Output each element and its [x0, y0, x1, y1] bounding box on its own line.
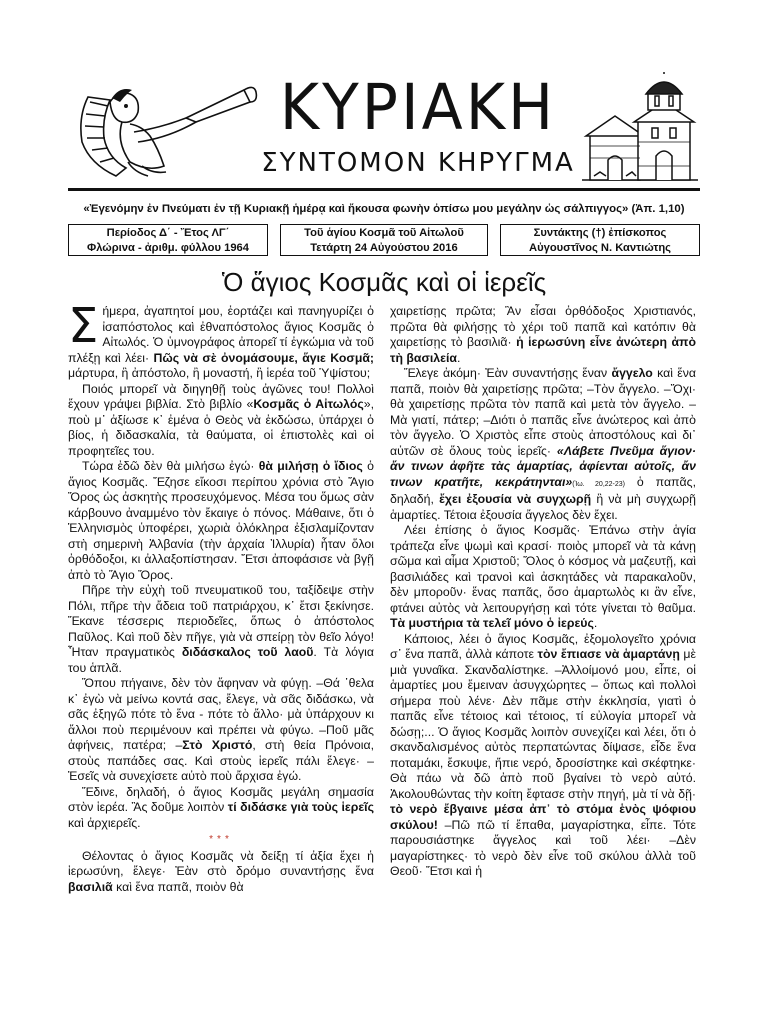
masthead-rule [68, 188, 700, 191]
masthead [68, 72, 700, 184]
issue-info-row [68, 224, 700, 258]
scripture-reference: (Ἰω. 20,22-23) [572, 480, 625, 488]
scripture-quote: «Ἐγενόμην ἐν Πνεύματι ἐν τῇ Κυριακῇ ἡμέρᾳ καὶ ἤκουσα φωνὴν ὀπίσω μου μεγάλην ὡς σάλπιγγος» (Ἀπ. 1,10) [83, 203, 685, 215]
drop-cap: Σ [68, 298, 99, 354]
paragraph: Σήμερα, ἀγαπητοί μου, ἑορτάζει καὶ πανηγυρίζει ὁ ἰσαπόστολος καὶ ἐθναπόστολος ἅγιος Κοσμᾶς ὁ Αἰτωλός. Ὁ ὑμνογράφος ἀπορεῖ τί ἐγκώμια νὰ τοῦ πλέξῃ καὶ λέει· Πῶς νὰ σὲ ὀνομάσουμε, ἅγιε Κοσμᾶ; μάρτυρα, ἢ ἀπόστολο, ἢ μοναστή, ἢ ἱερέα τοῦ Ὑψίστου; [68, 298, 374, 380]
masthead-title: ΚΥΡΙΑΚΗ [279, 71, 557, 145]
masthead-subtitle: ΣΥΝΤΟΜΟΝ ΚΗΡΥΓΜΑ [261, 148, 575, 178]
paragraph: Ποιός μπορεῖ νὰ διηγηθῇ τοὺς ἀγῶνες του! Πολλοὶ ἔχουν γράψει βιβλία. Στὸ βιβλίο «Κοσμᾶς ὁ Αἰτωλός», ποὺ μ᾿ ἀξίωσε κ᾿ ἐμένα ὁ Θεὸς νὰ ἐκδώσω, ὑπάρχει ὁ βίος, ἡ διδασκαλία, τὰ θαύματα, οἱ ἐπιστολὲς καὶ οἱ προφητεῖες του. [68, 381, 374, 458]
feast-date: Τετάρτη 24 Αὐγούστου 2016 [310, 242, 458, 254]
author-role: Συντάκτης (†) ἐπίσκοπος [533, 227, 667, 239]
paragraph: Ἔδινε, δηλαδή, ὁ ἅγιος Κοσμᾶς μεγάλη σημασία στὸν ἱερέα. Ἂς δοῦμε λοιπὸν τί διδάσκε γιὰ τοὺς ἱερεῖς καὶ ἀρχιερεῖς. [68, 784, 374, 830]
issue-period-box [68, 224, 268, 256]
feast-date-box [280, 224, 488, 256]
trumpeting-angel-illustration [68, 72, 258, 182]
article-column-left [68, 298, 374, 895]
church-illustration [580, 72, 700, 182]
feast-name: Τοῦ ἁγίου Κοσμᾶ τοῦ Αἰτωλοῦ [304, 227, 464, 239]
paragraph: Θέλοντας ὁ ἅγιος Κοσμᾶς νὰ δείξῃ τί ἀξία ἔχει ἡ ἱερωσύνη, ἔλεγε· Ἐὰν στὸ δρόμο συναντήσῃς ἕνα βασιλιᾶ καὶ ἕνα παπᾶ, ποιὸν θὰ [68, 848, 374, 894]
paragraph: Ὅπου πήγαινε, δὲν τὸν ἄφηναν νὰ φύγῃ. –Θά ᾿θελα κ᾿ ἐγὼ νὰ μείνω κοντά σας, ἔλεγε, νὰ σᾶς διδάσκω, νὰ σᾶς ἐξηγῶ πότε τὸ ἕνα - πότε τὸ ἄλλο· μὰ ὑπάρχουν κι ἄλλοι ποὺ περιμένουν καὶ πρέπει νὰ φύγω. –Ποῦ μᾶς ἀφήνεις, πατέρα; –Στὸ Χριστό, στὴ θεία Πρόνοια, στοὺς παπάδες σας. Καὶ στοὺς ἱερεῖς πάλι ἔλεγε· –Ἐσεῖς νὰ συνεχίσετε αὐτὸ ποὺ ἄρχισα ἐγώ. [68, 676, 374, 783]
author-name: Αὐγουστῖνος Ν. Καντιώτης [529, 242, 671, 254]
paragraph: χαιρετίσῃς πρῶτα; Ἂν εἶσαι ὀρθόδοξος Χριστιανός, πρῶτα θὰ φιλήσῃς τὸ χέρι τοῦ παπᾶ καὶ κατόπιν θὰ χαιρετίσῃς τὸ βασιλιᾶ· ἡ ἱερωσύνη εἶνε ἀνώτερη ἀπὸ τὴ βασιλεία. [390, 304, 696, 365]
article-column-right [390, 304, 696, 880]
issue-period: Περίοδος Δ΄ - Ἔτος ΛΓ΄ [106, 227, 230, 239]
author-box [500, 224, 700, 256]
paragraph: Λέει ἐπίσης ὁ ἅγιος Κοσμᾶς· Ἐπάνω στὴν ἁγία τράπεζα εἶνε ψωμὶ καὶ κρασί· ποιὸς μπορεῖ νὰ τὰ κάνῃ σῶμα καὶ αἷμα Χριστοῦ; Ὅλος ὁ κόσμος νὰ μαζευτῇ, καὶ βασιλιάδες καὶ τρανοὶ καὶ ἀσκητάδες νὰ παρακαλοῦν, δὲν μποροῦν· ἕνας παπᾶς, ὅσο ἁμαρτωλὸς κι ἂν εἶνε, φτάνει αὐτὸς νὰ λειτουργήσῃ καὶ τότε γίνεται τὸ θαῦμα. Τὰ μυστήρια τὰ τελεῖ μόνο ὁ ἱερεύς. [390, 523, 696, 630]
paragraph: Πῆρε τὴν εὐχὴ τοῦ πνευματικοῦ του, ταξίδεψε στὴν Πόλι, πῆρε τὴν ἄδεια τοῦ πατριάρχου, κ᾿ ἔτσι ξεκίνησε. Ἔκανε τέσσερις περιοδεῖες, ὅπως ὁ ἀπόστολος Παῦλος. Καὶ ποῦ δὲν πῆγε, γιὰ νὰ σπείρῃ τὸν θεῖο λόγο! Ἦταν πραγματικὸς διδάσκαλος τοῦ λαοῦ. Τὰ λόγια του ἁπλᾶ. [68, 583, 374, 675]
issue-number: Φλώρινα - ἀριθμ. φύλλου 1964 [87, 242, 249, 254]
paragraph: Τώρα ἐδῶ δὲν θὰ μιλήσω ἐγώ· θὰ μιλήσῃ ὁ ἴδιος ὁ ἅγιος Κοσμᾶς. Ἔζησε εἴκοσι περίπου χρόνια στὸ Ἅγιο Ὄρος ὡς ἀσκητὴς προσευχόμενος. Μέσα του ὅμως σὰν κάρβουνο ἀναμμένο τὸν ἔκαιγε ὁ πόνος. Μάθαινε, ὅτι ὁ Ἑλληνισμὸς ὑποφέρει, χωριὰ ὁλόκληρα ἐξισλαμίζονταν στὴ σημερινὴ Ἀλβανία (τὴν ἀρχαία Ἰλλυρία) ἦταν ὅλοι ὀρθόδοξοι, κι ἀλλαξοπίστησαν. Ἔτσι ἀποφάσισε νὰ βγῇ ἀπὸ τὸ Ἅγιο Ὄρος. [68, 459, 374, 582]
paragraph: Κάποιος, λέει ὁ ἅγιος Κοσμᾶς, ἐξομολογεῖτο χρόνια σ᾿ ἕνα παπᾶ, ἀλλὰ κάποτε τὸν ἔπιασε νὰ ἁμαρτάνῃ μὲ μιὰ γυναῖκα. Σκανδαλίστηκε. –Ἀλλοίμονό μου, εἶπε, οἱ ἁμαρτίες μου ἔμειναν ἀσυγχώρητες – ὅπως καὶ πολλοὶ σήμερα ποὺ λένε· Δὲν πᾶμε στὴν ἐκκλησία, γιατὶ ὁ παπᾶς εἶνε τέτοιος καὶ τέτοιος, τί εὐλογία μπορεῖ νὰ δώσῃ;... Ὁ ἅγιος Κοσμᾶς λοιπὸν συνεχίζει καὶ λέει, ὅτι ὁ σκανδαλισμένος αὐτὸς περπατώντας δίψασε, εἶδε ἕνα ποταμάκι, ἔσκυψε, ἤπιε νερό, δροσίστηκε καὶ σκέφτηκε· Θὰ πάω νὰ δῶ ἀπὸ ποῦ βγαίνει τὸ νερὸ αὐτό. Ἀκολουθώντας τὴν κοίτη ἔφτασε στὴν πηγή, μὰ τί νὰ δῇ· τὸ νερὸ ἔβγαινε μέσα ἀπ᾿ τὸ στόμα ἑνὸς ψόφιου σκύλου! –Πῶ πῶ τί ἔπαθα, μαγαρίστηκα, εἶπε. Τότε παρουσιάστηκε ἄγγελος καὶ τοῦ λέει· –Δὲν μαγαρίστηκες· τὸ νερὸ δὲν εἶνε τοῦ σκύλου ἀλλὰ τοῦ Θεοῦ· Ἔτσι καὶ ἡ [390, 631, 696, 878]
paragraph: Ἔλεγε ἀκόμη· Ἐὰν συναντήσῃς ἕναν ἄγγελο καὶ ἕνα παπᾶ, ποιὸν θὰ χαιρετίσῃς πρῶτα; –Τὸν ἄγγελο. –Ὄχι· θὰ χαιρετίσῃς πρῶτα τὸν παπᾶ καὶ μετὰ τὸν ἄγγελο. –Μὰ γιατί, πάτερ; –Διότι ὁ παπᾶς εἶνε ἀνώτερος καὶ ἀπὸ τὸν ἄγγελο. Ὁ Χριστὸς εἶπε στοὺς ἀποστόλους καὶ δι᾿ αὐτῶν σὲ ὅλους τοὺς ἱερεῖς· «Λάβετε Πνεῦμα ἅγιον· ἄν τινων ἀφῆτε τὰς ἁμαρτίας, ἀφίενται αὐτοῖς, ἄν τινων κρατῆτε, κεκράτηνται»(Ἰω. 20,22-23) ὁ παπᾶς, δηλαδή, ἔχει ἐξουσία νὰ συγχωρῇ ἢ νὰ μὴ συγχωρῇ ἁμαρτίες. Τέτοια ἐξουσία ἄγγελος δὲν ἔχει. [390, 366, 696, 522]
section-divider-stars: *** [209, 834, 233, 845]
article-headline: Ὁ ἅγιος Κοσμᾶς καὶ οἱ ἱερεῖς [221, 267, 547, 297]
